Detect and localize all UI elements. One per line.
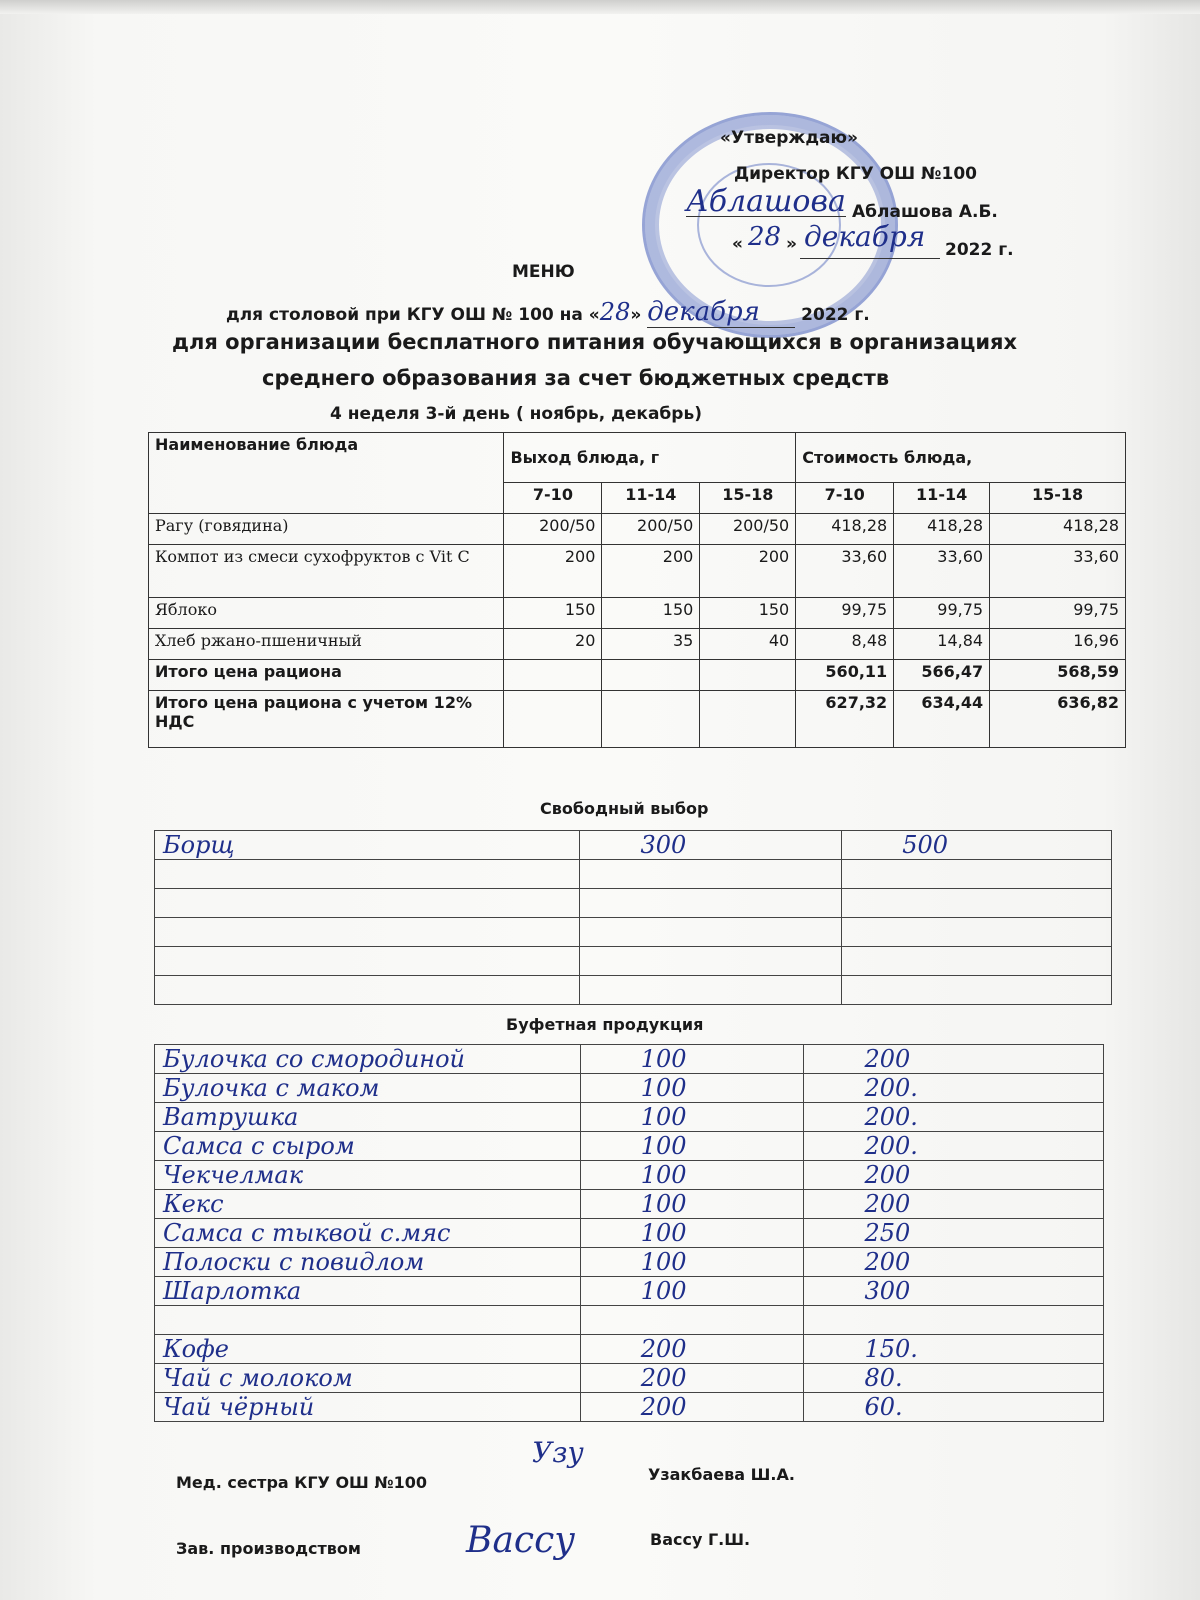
age-group-header: 15-18 (700, 483, 796, 514)
dish-cost: 418,28 (894, 514, 990, 545)
buffet-item-name: Кекс (155, 1190, 581, 1219)
buffet-item-weight: 100 (580, 1132, 804, 1161)
table-row (155, 1132, 1104, 1161)
menu-title-day: 28 (599, 298, 631, 326)
buffet-item-weight: 100 (580, 1045, 804, 1074)
total-row (149, 660, 1126, 691)
buffet-item-price (804, 1306, 1104, 1335)
age-group-header: 11-14 (602, 483, 700, 514)
approval-date-month: декабря (804, 220, 926, 253)
nurse-role: Мед. сестра КГУ ОШ №100 (176, 1473, 428, 1492)
free-choice-table (154, 830, 1112, 1005)
dish-cost: 16,96 (990, 629, 1126, 660)
table-row (155, 1219, 1104, 1248)
buffet-item-price: 300 (804, 1277, 1104, 1306)
dish-output: 200 (700, 545, 796, 598)
total-vat-value: 636,82 (990, 691, 1126, 748)
free-item-weight: 300 (580, 831, 842, 860)
free-item-name (155, 976, 580, 1005)
table-row (149, 629, 1126, 660)
buffet-item-price: 200 (804, 1190, 1104, 1219)
buffet-item-name: Самса с тыквой с.мяс (155, 1219, 581, 1248)
dish-cost: 418,28 (796, 514, 894, 545)
buffet-item-weight (580, 1306, 804, 1335)
buffet-item-name: Ватрушка (155, 1103, 581, 1132)
buffet-item-name: Булочка со смородиной (155, 1045, 581, 1074)
buffet-title: Буфетная продукция (506, 1015, 704, 1034)
menu-title-year: 2022 г. (801, 305, 870, 325)
buffet-item-price: 200. (804, 1074, 1104, 1103)
free-item-name (155, 889, 580, 918)
dish-cost: 33,60 (796, 545, 894, 598)
free-item-price (842, 947, 1112, 976)
buffet-item-name: Кофе (155, 1335, 581, 1364)
total-value: 560,11 (796, 660, 894, 691)
free-item-price (842, 918, 1112, 947)
menu-title-mid: » (630, 305, 642, 325)
free-item-price (842, 860, 1112, 889)
free-item-name: Борщ (155, 831, 580, 860)
total-label: Итого цена рациона (149, 660, 504, 691)
nurse-signature: Узу (532, 1436, 584, 1469)
buffet-item-weight: 100 (580, 1074, 804, 1103)
table-row (155, 889, 1112, 918)
table-row (155, 860, 1112, 889)
total-vat-row (149, 691, 1126, 748)
buffet-item-weight: 100 (580, 1161, 804, 1190)
buffet-item-price: 80. (804, 1364, 1104, 1393)
table-row (155, 1248, 1104, 1277)
free-item-weight (580, 918, 842, 947)
buffet-item-name (155, 1306, 581, 1335)
total-vat-value: 627,32 (796, 691, 894, 748)
age-group-header: 7-10 (504, 483, 602, 514)
dish-output: 35 (602, 629, 700, 660)
dish-name: Рагу (говядина) (149, 514, 504, 545)
menu-title-prefix: для столовой при КГУ ОШ № 100 на « (226, 305, 600, 325)
table-row (155, 1161, 1104, 1190)
approval-date-close: » (786, 234, 797, 254)
table-row (149, 514, 1126, 545)
dish-output: 200/50 (602, 514, 700, 545)
dish-cost: 418,28 (990, 514, 1126, 545)
dish-output: 200 (602, 545, 700, 598)
manager-name: Вассу Г.Ш. (650, 1530, 751, 1549)
director-name: Аблашова А.Б. (852, 202, 998, 222)
buffet-item-weight: 100 (580, 1219, 804, 1248)
buffet-item-price: 200. (804, 1132, 1104, 1161)
table-row (149, 598, 1126, 629)
approval-date-line (800, 258, 940, 259)
age-group-header: 15-18 (990, 483, 1126, 514)
menu-table (148, 432, 1126, 748)
table-row (155, 1045, 1104, 1074)
buffet-item-price: 200 (804, 1161, 1104, 1190)
free-item-name (155, 947, 580, 976)
free-item-price (842, 889, 1112, 918)
dish-cost: 99,75 (796, 598, 894, 629)
dish-cost: 14,84 (894, 629, 990, 660)
age-group-header: 7-10 (796, 483, 894, 514)
buffet-table (154, 1044, 1104, 1422)
free-item-price: 500 (842, 831, 1112, 860)
director-title: Директор КГУ ОШ №100 (734, 164, 977, 184)
buffet-item-weight: 200 (580, 1335, 804, 1364)
nurse-name: Узакбаева Ш.А. (648, 1465, 795, 1484)
dish-name: Компот из смеси сухофруктов с Vit C (149, 545, 504, 598)
buffet-item-price: 200. (804, 1103, 1104, 1132)
approval-date-open: « (732, 234, 743, 254)
buffet-item-weight: 100 (580, 1248, 804, 1277)
table-row (155, 1393, 1104, 1422)
buffet-item-weight: 200 (580, 1364, 804, 1393)
total-vat-value: 634,44 (894, 691, 990, 748)
dish-cost: 99,75 (990, 598, 1126, 629)
free-item-price (842, 976, 1112, 1005)
table-row (155, 918, 1112, 947)
menu-title-line2: для организации бесплатного питания обучающихся в организациях (172, 330, 1018, 354)
menu-title-month: декабря (647, 297, 795, 328)
table-row (155, 1306, 1104, 1335)
age-group-header: 11-14 (894, 483, 990, 514)
table-row (155, 1364, 1104, 1393)
buffet-item-weight: 100 (580, 1190, 804, 1219)
dish-name: Яблоко (149, 598, 504, 629)
manager-signature: Вассу (466, 1520, 576, 1561)
dish-output: 20 (504, 629, 602, 660)
approval-date-day: 28 (748, 222, 782, 252)
buffet-item-price: 200 (804, 1045, 1104, 1074)
table-row (155, 1335, 1104, 1364)
table-row (155, 947, 1112, 976)
header-cost: Стоимость блюда, (796, 433, 1126, 483)
table-row (155, 1190, 1104, 1219)
buffet-item-price: 60. (804, 1393, 1104, 1422)
table-row (155, 1074, 1104, 1103)
free-item-name (155, 918, 580, 947)
buffet-item-weight: 100 (580, 1277, 804, 1306)
header-dish-name: Наименование блюда (149, 433, 504, 514)
buffet-item-name: Шарлотка (155, 1277, 581, 1306)
manager-role: Зав. производством (176, 1539, 361, 1558)
table-row (155, 831, 1112, 860)
buffet-item-price: 200 (804, 1248, 1104, 1277)
dish-cost: 33,60 (990, 545, 1126, 598)
dish-output: 150 (700, 598, 796, 629)
buffet-item-price: 250 (804, 1219, 1104, 1248)
dish-name: Хлеб ржано-пшеничный (149, 629, 504, 660)
free-item-weight (580, 889, 842, 918)
total-value: 566,47 (894, 660, 990, 691)
dish-output: 200/50 (504, 514, 602, 545)
free-item-weight (580, 947, 842, 976)
director-signature-line (686, 216, 846, 217)
dish-output: 200/50 (700, 514, 796, 545)
buffet-item-name: Полоски с повидлом (155, 1248, 581, 1277)
dish-output: 150 (602, 598, 700, 629)
page-edge-shadow (0, 0, 1200, 14)
dish-output: 150 (504, 598, 602, 629)
menu-heading: МЕНЮ (512, 262, 575, 282)
free-item-name (155, 860, 580, 889)
total-value: 568,59 (990, 660, 1126, 691)
table-row (155, 1277, 1104, 1306)
dish-output: 40 (700, 629, 796, 660)
buffet-item-weight: 200 (580, 1393, 804, 1422)
buffet-item-name: Самса с сыром (155, 1132, 581, 1161)
menu-title-line1 (226, 297, 870, 328)
free-item-weight (580, 860, 842, 889)
dish-cost: 99,75 (894, 598, 990, 629)
table-row (149, 545, 1126, 598)
dish-cost: 33,60 (894, 545, 990, 598)
director-signature: Аблашова (686, 184, 846, 219)
buffet-item-name: Чекчелмак (155, 1161, 581, 1190)
table-row (155, 1103, 1104, 1132)
dish-cost: 8,48 (796, 629, 894, 660)
buffet-item-price: 150. (804, 1335, 1104, 1364)
total-vat-label: Итого цена рациона с учетом 12% НДС (149, 691, 504, 748)
approve-label: «Утверждаю» (720, 128, 859, 148)
header-output: Выход блюда, г (504, 433, 796, 483)
approval-date-year: 2022 г. (945, 240, 1014, 260)
dish-output: 200 (504, 545, 602, 598)
menu-title-line3: среднего образования за счет бюджетных средств (262, 366, 890, 390)
free-item-weight (580, 976, 842, 1005)
buffet-item-weight: 100 (580, 1103, 804, 1132)
buffet-item-name: Чай чёрный (155, 1393, 581, 1422)
buffet-item-name: Чай с молоком (155, 1364, 581, 1393)
menu-week-day: 4 неделя 3-й день ( ноябрь, декабрь) (330, 404, 702, 424)
free-choice-title: Свободный выбор (540, 799, 709, 818)
table-row (155, 976, 1112, 1005)
buffet-item-name: Булочка с маком (155, 1074, 581, 1103)
